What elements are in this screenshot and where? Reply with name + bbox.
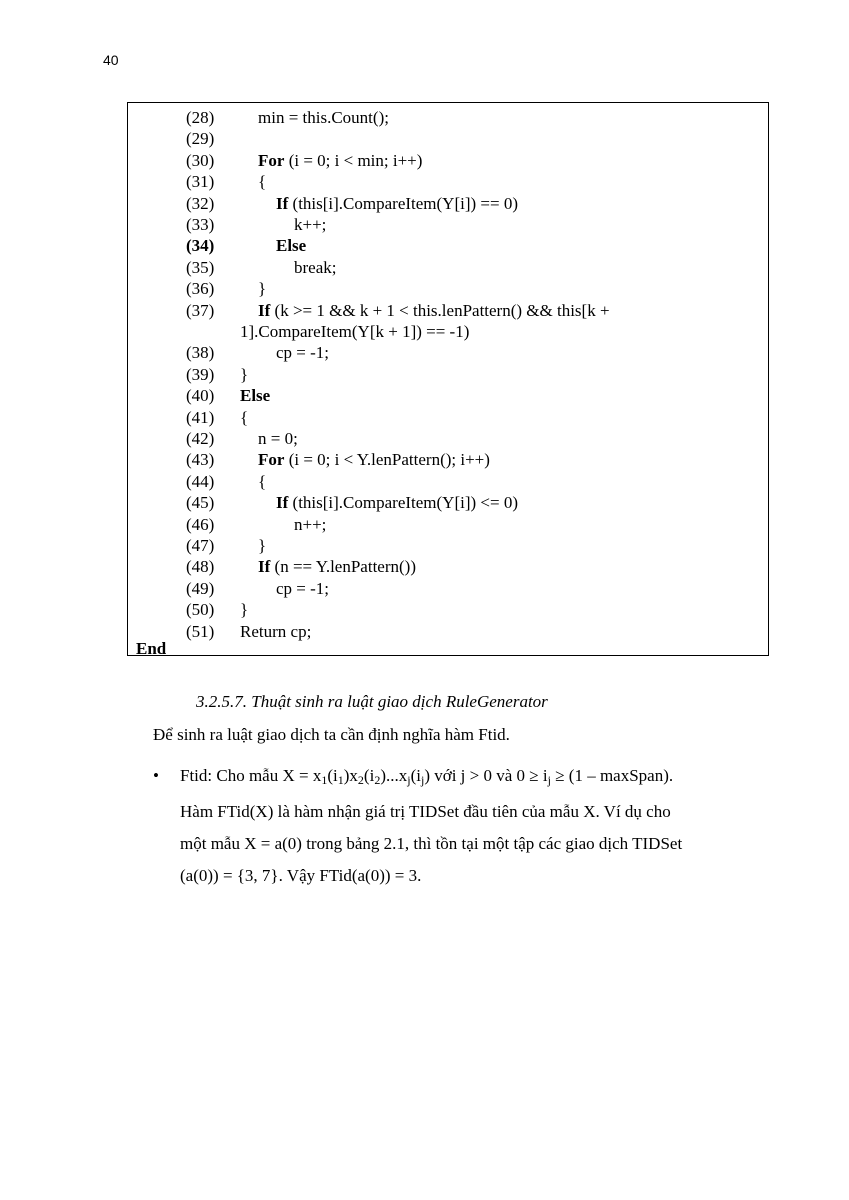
code-line: [128, 342, 768, 363]
text-run: ≥ (1 – maxSpan).: [550, 766, 674, 785]
line-number: (49): [186, 578, 215, 598]
code-line: [128, 171, 768, 192]
code-text: For (i = 0; i < min; i++): [258, 150, 423, 170]
page-number: 40: [103, 52, 119, 68]
code-line: [128, 193, 768, 214]
code-keyword: If: [258, 300, 271, 320]
code-line: [128, 300, 768, 321]
code-keyword: Else: [240, 386, 271, 406]
section-heading: 3.2.5.7. Thuật sinh ra luật giao dịch RuleGenerator: [196, 692, 548, 711]
code-text: }: [258, 279, 267, 299]
text-run: Ftid: Cho mẫu X = x: [180, 766, 322, 785]
code-text: If (n == Y.lenPattern()): [258, 557, 416, 577]
code-line: [128, 578, 768, 599]
code-text: cp = -1;: [276, 578, 330, 598]
line-number: (34): [186, 236, 215, 256]
line-number: (36): [186, 279, 215, 299]
code-text: {: [258, 172, 267, 192]
code-text: [240, 385, 270, 406]
code-line: [128, 364, 768, 385]
subscript: 1: [321, 773, 328, 787]
code-text: 1].CompareItem(Y[k + 1]) == -1): [240, 322, 470, 341]
subscript: j: [547, 773, 551, 787]
bullet-line-2: Hàm FTid(X) là hàm nhận giá trị TIDSet đầu tiên của mẫu X. Ví dụ cho: [180, 802, 671, 821]
code-keyword: Else: [276, 236, 307, 256]
code-text: break;: [294, 257, 337, 277]
bullet-icon: •: [153, 766, 159, 785]
code-text: }: [240, 364, 249, 384]
code-keyword: For: [258, 150, 285, 170]
line-number: (32): [186, 193, 215, 213]
text-run: )...x: [380, 766, 408, 785]
code-line: [128, 621, 768, 642]
code-text: If (k >= 1 && k + 1 < this.lenPattern() && this[k +: [258, 300, 610, 320]
code-text: [276, 235, 306, 256]
code-listing-box: [127, 102, 769, 656]
subscript: 1: [337, 773, 344, 787]
line-number: (28): [186, 108, 215, 127]
subscript: 2: [357, 773, 364, 787]
subscript: 2: [374, 773, 381, 787]
code-keyword: For: [258, 450, 285, 470]
line-number: (37): [186, 300, 215, 320]
line-number: (40): [186, 386, 215, 406]
code-text: If (this[i].CompareItem(Y[i]) <= 0): [276, 493, 518, 513]
line-number: (38): [186, 343, 215, 363]
code-text: If (this[i].CompareItem(Y[i]) == 0): [276, 193, 518, 213]
code-line: [128, 128, 768, 149]
code-line: [128, 321, 768, 342]
line-number: (30): [186, 150, 215, 170]
line-number: (42): [186, 429, 215, 448]
code-line: [128, 556, 768, 577]
line-number: (51): [186, 621, 215, 641]
code-line: [128, 235, 768, 256]
line-number: (43): [186, 450, 215, 470]
subscript: j: [407, 773, 411, 787]
text-run: ) với j > 0 và 0 ≥ i: [424, 766, 548, 785]
code-line: [128, 449, 768, 470]
intro-paragraph: Để sinh ra luật giao dịch ta cần định nghĩa hàm Ftid.: [153, 725, 510, 744]
code-text: n++;: [294, 514, 327, 534]
code-line: [128, 599, 768, 620]
code-line: [128, 535, 768, 556]
text-run: )x: [343, 766, 358, 785]
code-text: k++;: [294, 215, 327, 234]
code-keyword: If: [258, 557, 271, 577]
bullet-line-4: (a(0)) = {3, 7}. Vậy FTid(a(0)) = 3.: [180, 866, 422, 885]
text-run: (i: [410, 766, 421, 785]
code-line: [128, 492, 768, 513]
code-text: {: [258, 471, 267, 491]
code-line: [128, 107, 768, 128]
line-number: (35): [186, 257, 215, 277]
code-text: }: [240, 600, 249, 620]
code-text: min = this.Count();: [258, 108, 389, 127]
code-line: [128, 428, 768, 449]
code-keyword: If: [276, 493, 289, 513]
bullet-line-3: một mẫu X = a(0) trong bảng 2.1, thì tồn tại một tập các giao dịch TIDSet: [180, 834, 683, 853]
end-keyword: End: [136, 639, 167, 658]
code-line: [128, 257, 768, 278]
code-keyword: If: [276, 193, 289, 213]
line-number: (31): [186, 172, 215, 192]
line-number: (44): [186, 471, 215, 491]
line-number: (50): [186, 600, 215, 620]
line-number: (45): [186, 493, 215, 513]
code-text: Return cp;: [240, 621, 312, 641]
code-text: cp = -1;: [276, 343, 330, 363]
text-run: (i: [363, 766, 375, 785]
code-line: [128, 150, 768, 171]
line-number: (39): [186, 364, 215, 384]
line-number: (41): [186, 407, 215, 427]
code-line: [128, 278, 768, 299]
code-line: [128, 214, 768, 235]
subscript: j: [420, 773, 425, 787]
code-text: {: [240, 407, 249, 427]
line-number: (47): [186, 536, 215, 555]
code-text: For (i = 0; i < Y.lenPattern(); i++): [258, 450, 490, 470]
code-line: [128, 471, 768, 492]
code-line: [128, 385, 768, 406]
bullet-line-1: [180, 765, 673, 787]
line-number: (29): [186, 129, 215, 149]
line-number: (33): [186, 215, 215, 234]
line-number: (46): [186, 514, 215, 534]
code-text: }: [258, 536, 267, 555]
code-line: [128, 514, 768, 535]
code-text: n = 0;: [258, 429, 298, 448]
code-line: [128, 407, 768, 428]
line-number: (48): [186, 557, 215, 577]
text-run: (i: [327, 766, 338, 785]
